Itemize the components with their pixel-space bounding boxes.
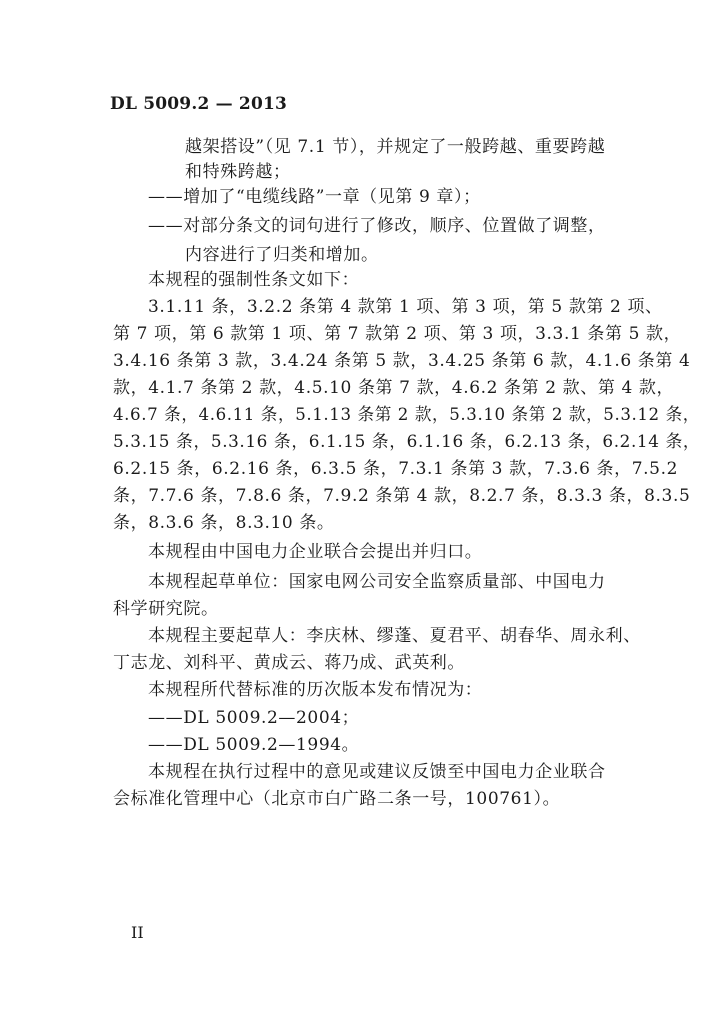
- paragraph-start: 本规程所代替标准的历次版本发布情况为：: [148, 680, 483, 700]
- text-line: 3.4.16 条第 3 款，3.4.24 条第 5 款，3.4.25 条第 6 款，4.1.6 条第 4: [113, 351, 691, 371]
- text-line: 4.6.7 条，4.6.11 条，5.1.13 条第 2 款，5.3.10 条第 2 款，5.3.12 条，: [113, 405, 701, 425]
- text-line: 条，7.7.6 条，7.8.6 条，7.9.2 条第 4 款，8.2.7 条，8.3.3 条，8.3.5: [113, 486, 691, 506]
- page-number: II: [131, 923, 144, 942]
- text-line: 5.3.15 条，5.3.16 条，6.1.15 条，6.1.16 条，6.2.13 条，6.2.14 条，: [113, 432, 701, 452]
- text-line: 6.2.15 条，6.2.16 条，6.3.5 条，7.3.1 条第 3 款，7.3.6 条，7.5.2: [113, 459, 679, 479]
- text-line: 款，4.1.7 条第 2 款，4.5.10 条第 7 款，4.6.2 条第 2 款、第 4 款，: [113, 378, 675, 398]
- paragraph-start: 本规程在执行过程中的意见或建议反馈至中国电力企业联合: [148, 762, 606, 782]
- text-line: 会标准化管理中心（北京市白广路二条一号，100761）。: [113, 789, 561, 809]
- standard-code-header: DL 5009.2 — 2013: [110, 94, 288, 114]
- paragraph-start: 本规程的强制性条文如下：: [148, 270, 360, 290]
- paragraph-start: 本规程由中国电力企业联合会提出并归口。: [148, 542, 483, 562]
- text-line: 科学研究院。: [113, 599, 219, 619]
- text-line: 丁志龙、刘科平、黄成云、蒋乃成、武英利。: [113, 653, 465, 673]
- text-line: 第 7 项，第 6 款第 1 项、第 7 款第 2 项、第 3 项，3.3.1 条第 5 款，: [113, 324, 682, 344]
- text-line: 条，8.3.6 条，8.3.10 条。: [113, 513, 335, 533]
- text-line: 内容进行了归类和增加。: [185, 245, 379, 265]
- list-item: ——增加了“电缆线路”一章（见第 9 章）；: [148, 187, 481, 207]
- text-line: 和特殊跨越；: [185, 162, 291, 182]
- paragraph-start: 本规程主要起草人：李庆林、缪蓬、夏君平、胡春华、周永利、: [148, 626, 641, 646]
- list-item: ——DL 5009.2—1994。: [148, 735, 360, 755]
- text-line: 越架搭设”（见 7.1 节），并规定了一般跨越、重要跨越: [185, 137, 606, 157]
- paragraph-start: 3.1.11 条，3.2.2 条第 4 款第 1 项、第 3 项，第 5 款第 2 项、: [148, 297, 663, 317]
- list-item: ——对部分条文的词句进行了修改，顺序、位置做了调整，: [148, 216, 606, 236]
- list-item: ——DL 5009.2—2004；: [148, 708, 360, 728]
- paragraph-start: 本规程起草单位：国家电网公司安全监察质量部、中国电力: [148, 572, 606, 592]
